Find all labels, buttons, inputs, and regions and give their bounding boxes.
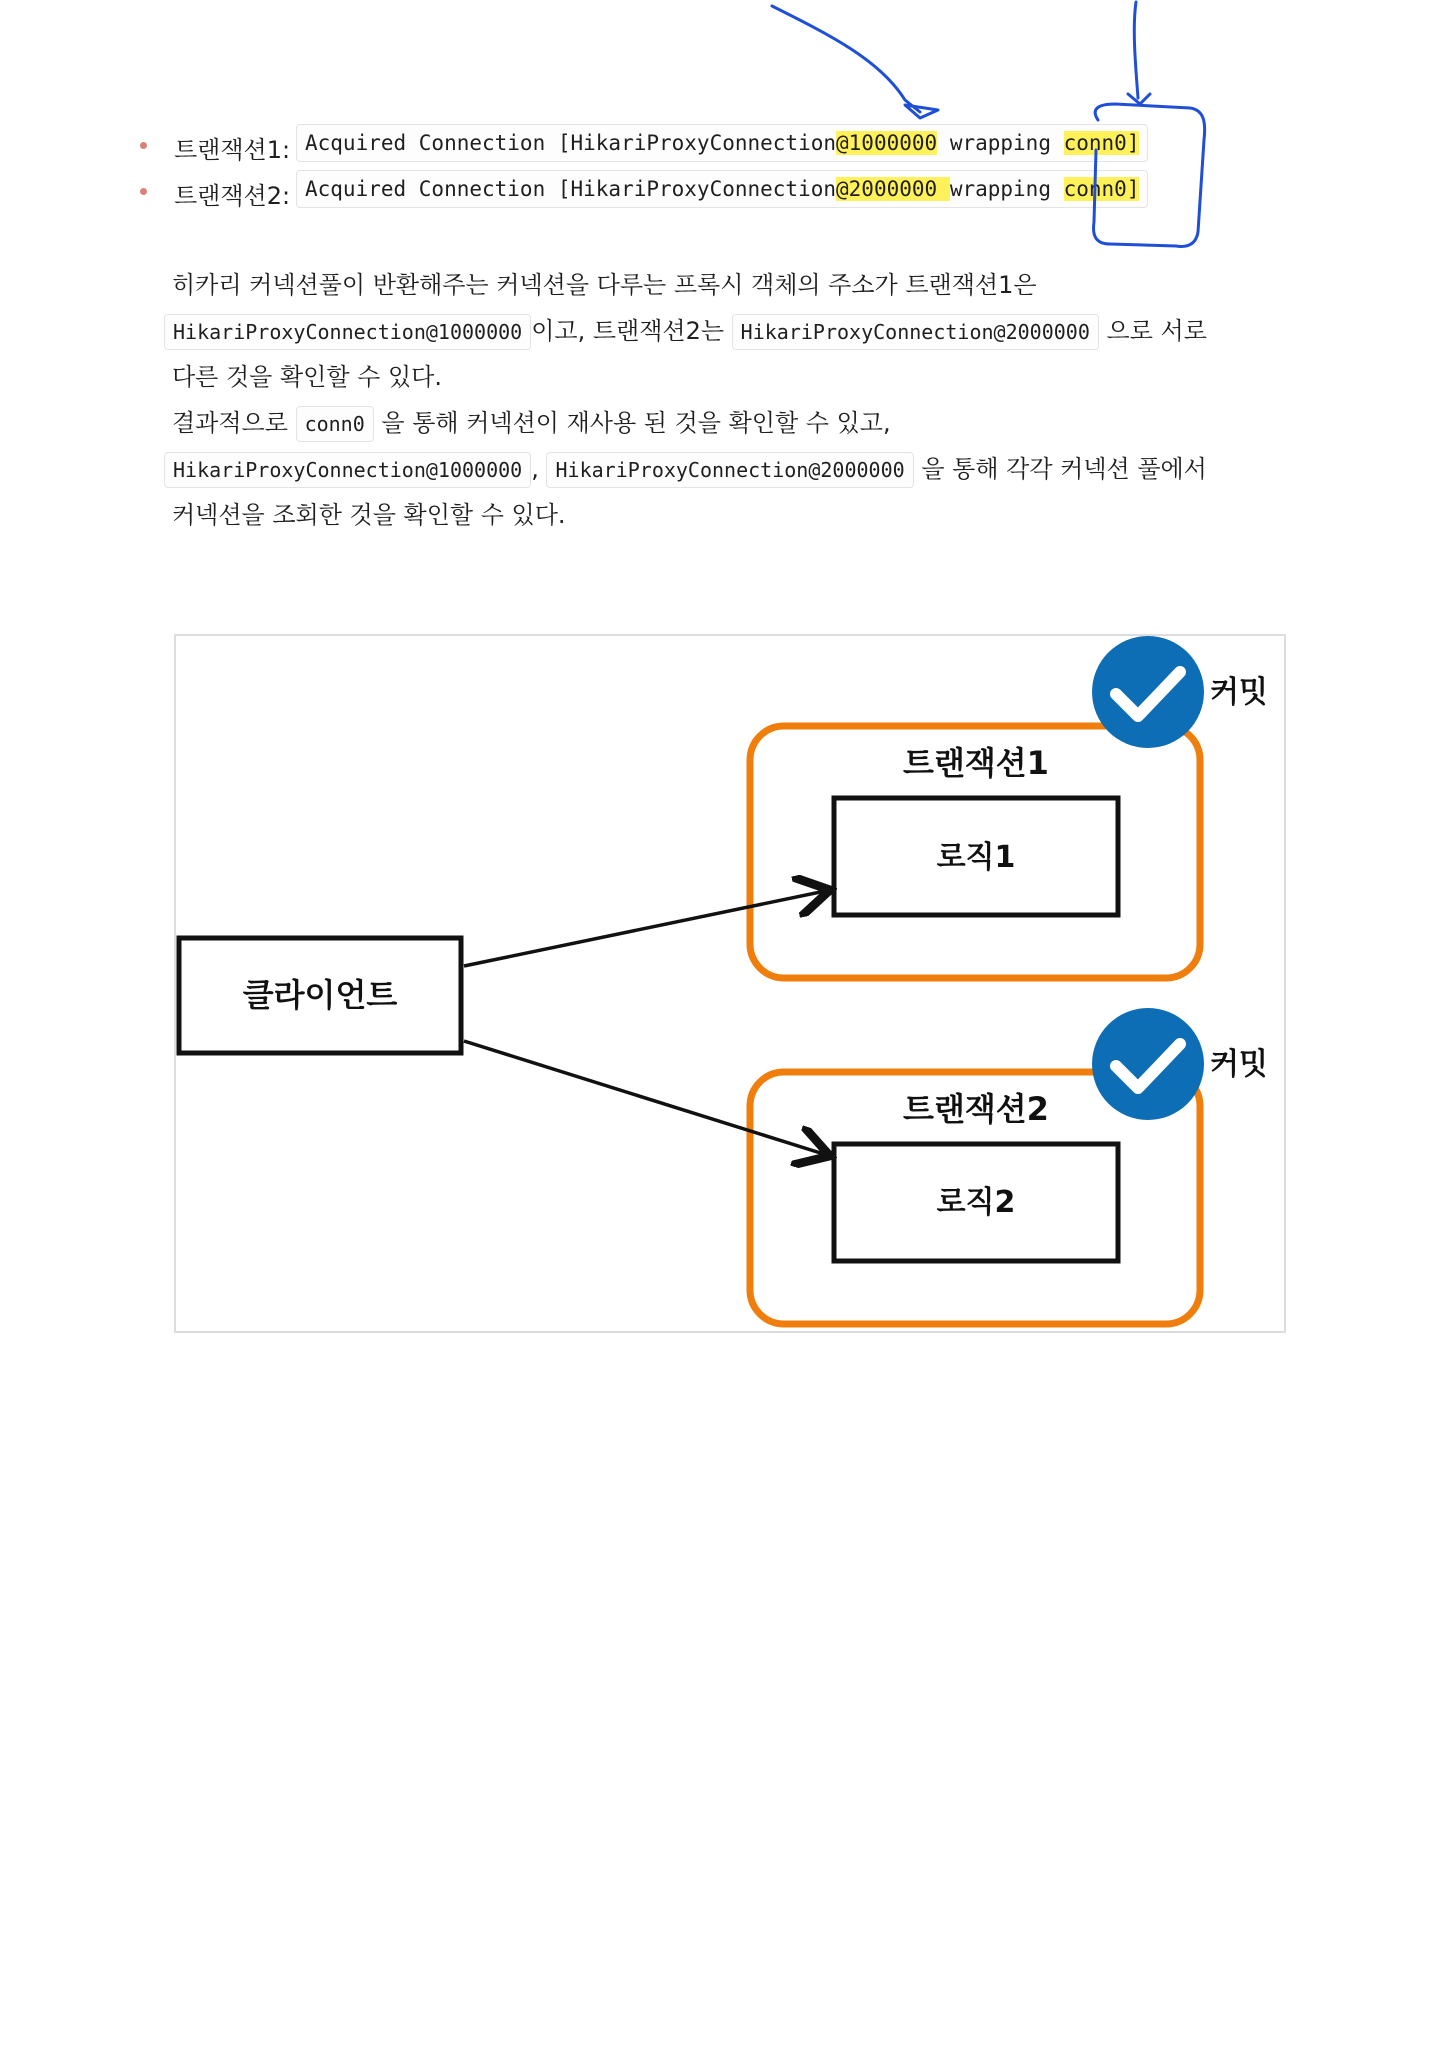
annotation-arrow-1 xyxy=(772,6,920,112)
inline-code: conn0 xyxy=(296,406,374,442)
annotation-circle xyxy=(1094,104,1205,246)
arrow-to-logic2 xyxy=(464,1041,830,1156)
logic2-label: 로직2 xyxy=(936,1185,1016,1220)
annotation-arrowhead-1 xyxy=(905,105,938,118)
inline-code: HikariProxyConnection@1000000 xyxy=(164,452,531,488)
para-line: 커넥션을 조회한 것을 확인할 수 있다. xyxy=(172,501,566,529)
log-code: Acquired Connection [HikariProxyConnection@2000000 wrapping conn0] xyxy=(296,170,1148,208)
para-line: 히카리 커넥션풀이 반환해주는 커넥션을 다루는 프록시 객체의 주소가 트랜잭션1은 xyxy=(172,271,1037,299)
diagram-svg xyxy=(176,636,1284,1331)
para-line: 결과적으로 conn0 을 통해 커넥션이 재사용 된 것을 확인할 수 있고, xyxy=(172,400,1292,446)
check-icon-commit2 xyxy=(1092,1008,1204,1120)
check-icon-commit1 xyxy=(1092,636,1204,748)
transaction-diagram xyxy=(174,634,1286,1333)
inline-code: HikariProxyConnection@1000000 xyxy=(164,314,531,350)
inline-code: HikariProxyConnection@2000000 xyxy=(546,452,913,488)
transaction1-title: 트랜잭션1 xyxy=(903,744,1049,782)
commit2-label: 커밋 xyxy=(1210,1047,1268,1082)
log-code: Acquired Connection [HikariProxyConnection@1000000 wrapping conn0] xyxy=(296,124,1148,162)
annotation-arrow-2 xyxy=(1134,2,1138,98)
bullet-label: 트랜잭션1: xyxy=(174,136,291,164)
inline-code: HikariProxyConnection@2000000 xyxy=(732,314,1099,350)
highlight: @2000000 xyxy=(836,177,950,201)
transaction2-title: 트랜잭션2 xyxy=(903,1090,1049,1128)
pen-annotations xyxy=(0,0,1447,260)
highlight-conn: conn0] xyxy=(1063,131,1140,155)
highlight: @1000000 xyxy=(836,131,938,155)
para-line: 다른 것을 확인할 수 있다. xyxy=(172,363,442,391)
para-line: HikariProxyConnection@1000000 , HikariProxyConnection@2000000 을 통해 각각 커넥션 풀에서 xyxy=(164,446,1292,492)
explanation-paragraph xyxy=(172,262,1292,538)
logic1-label: 로직1 xyxy=(936,840,1016,875)
para-line: HikariProxyConnection@1000000 이고, 트랜잭션2는 HikariProxyConnection@2000000 으로 서로 xyxy=(164,308,1292,354)
highlight-conn: conn0] xyxy=(1063,177,1140,201)
bullet-label: 트랜잭션2: xyxy=(174,182,291,210)
commit1-label: 커밋 xyxy=(1210,675,1268,710)
client-label: 클라이언트 xyxy=(242,976,398,1014)
arrow-to-logic1 xyxy=(464,890,830,966)
